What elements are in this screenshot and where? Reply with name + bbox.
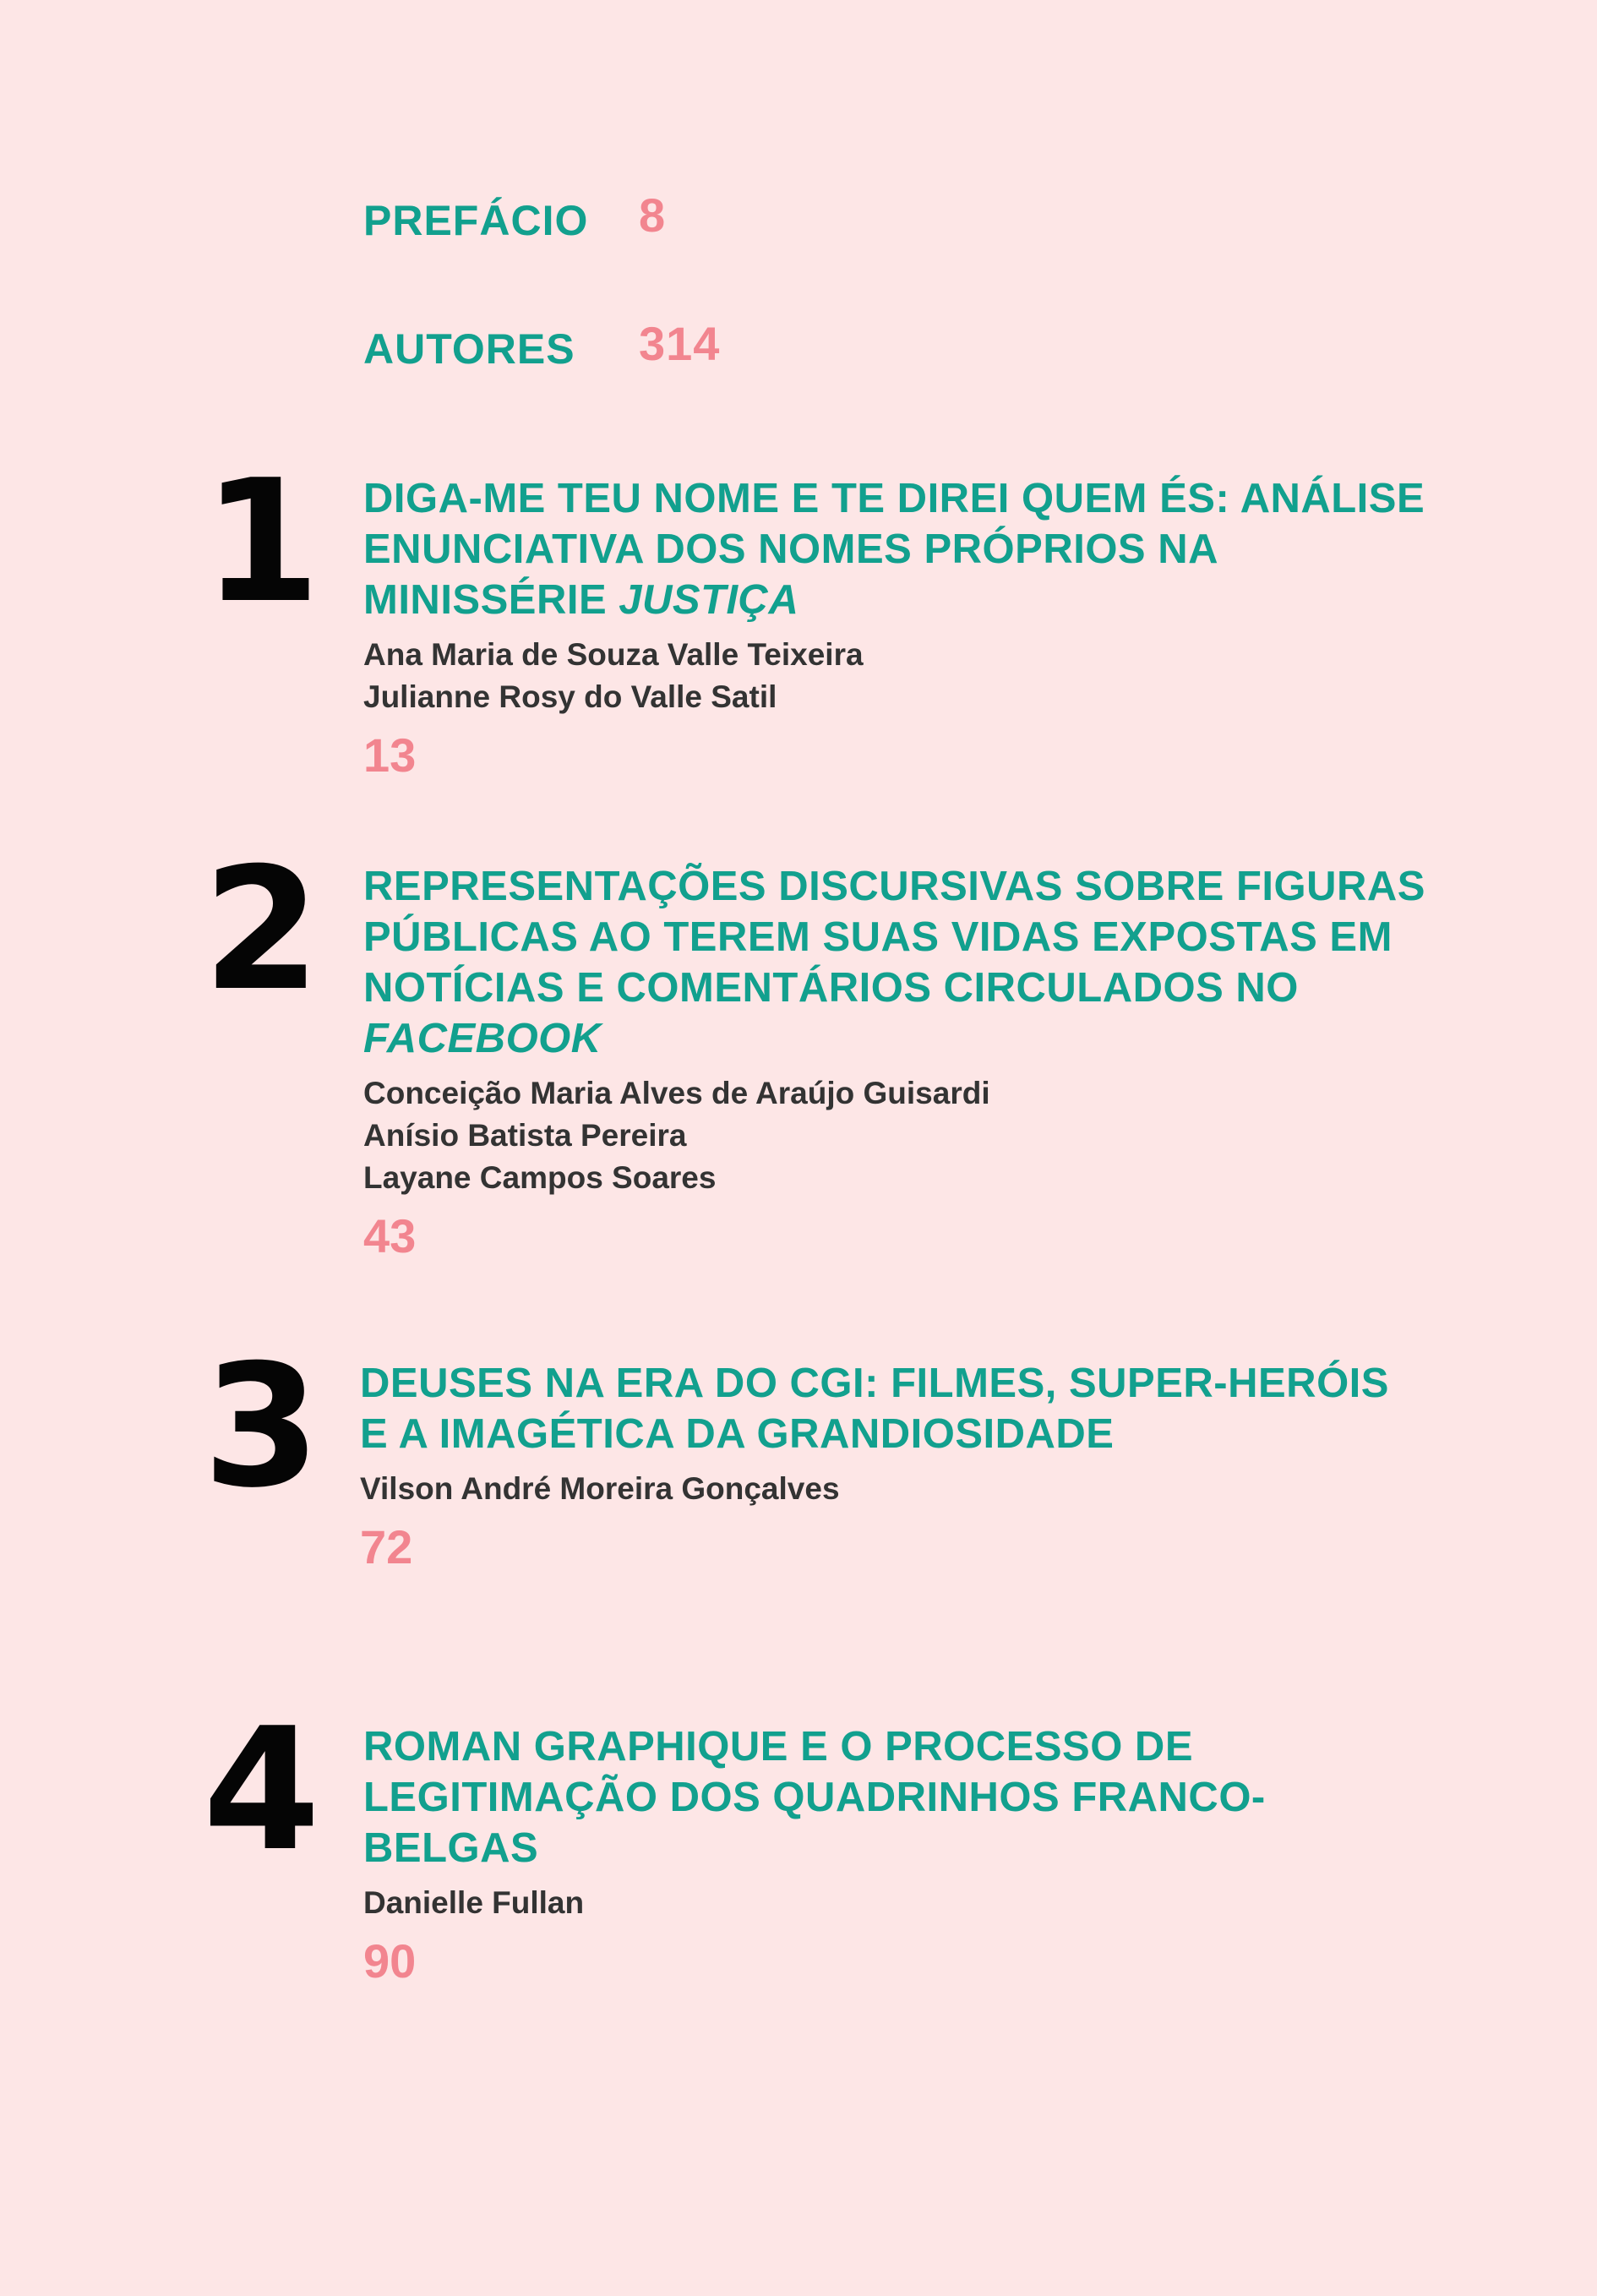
toc-entry-label: AUTORES (363, 325, 575, 373)
chapter-title[interactable] (360, 1358, 1425, 1459)
chapter-author: Anísio Batista Pereira (363, 1118, 687, 1153)
chapter-title-text: DEUSES NA ERA DO CGI: FILMES, SUPER-HERÓIS E A IMAGÉTICA DA GRANDIOSIDADE (360, 1361, 1389, 1457)
chapter-authors (363, 1072, 1428, 1199)
chapter-author: Ana Maria de Souza Valle Teixeira (363, 637, 864, 672)
chapter-body (360, 1358, 1425, 1573)
chapter-author: Conceição Maria Alves de Araújo Guisardi (363, 1076, 990, 1110)
chapter-author: Layane Campos Soares (363, 1160, 717, 1195)
toc-entry-page: 8 (639, 188, 667, 242)
chapter-page-number: 43 (363, 1209, 417, 1263)
chapter-title[interactable] (363, 1721, 1428, 1873)
toc-entry-label: PREFÁCIO (363, 197, 589, 244)
chapter-authors (363, 634, 1428, 718)
toc-entry-prefacio[interactable] (363, 188, 666, 245)
chapter-title-text: ROMAN GRAPHIQUE E O PROCESSO DE LEGITIMAÇÃO DOS QUADRINHOS FRANCO-BELGAS (363, 1724, 1266, 1871)
chapter-body (363, 473, 1428, 781)
chapter-number: 1 (203, 444, 318, 641)
chapter-author: Danielle Fullan (363, 1885, 585, 1920)
chapter-page-number: 72 (360, 1520, 413, 1573)
toc-entry-page: 314 (639, 317, 721, 370)
chapter-authors (360, 1468, 1425, 1510)
chapter-number: 2 (203, 832, 318, 1028)
chapter-page-number: 90 (363, 1934, 417, 1988)
chapter-number: 4 (203, 1692, 318, 1889)
chapter-title[interactable] (363, 473, 1428, 625)
chapter-title[interactable] (363, 861, 1428, 1064)
chapter-authors (363, 1882, 1428, 1924)
chapter-title-italic: JUSTIÇA (619, 577, 799, 623)
chapter-body (363, 861, 1428, 1262)
chapter-author: Julianne Rosy do Valle Satil (363, 679, 777, 714)
chapter-number: 3 (203, 1328, 318, 1525)
chapter-title-text: REPRESENTAÇÕES DISCURSIVAS SOBRE FIGURAS PÚBLICAS AO TEREM SUAS VIDAS EXPOSTAS EM NOTÍCIAS E COMENTÁRIOS CIRCULADOS NO (363, 864, 1425, 1011)
chapter-body (363, 1721, 1428, 1987)
chapter-title-italic: FACEBOOK (363, 1016, 602, 1061)
toc-entry-autores[interactable] (363, 316, 720, 374)
chapter-page-number: 13 (363, 728, 417, 782)
chapter-author: Vilson André Moreira Gonçalves (360, 1471, 840, 1506)
chapter-title-text: DIGA-ME TEU NOME E TE DIREI QUEM ÉS: ANÁLISE ENUNCIATIVA DOS NOMES PRÓPRIOS NA MINISSÉRIE (363, 476, 1425, 623)
